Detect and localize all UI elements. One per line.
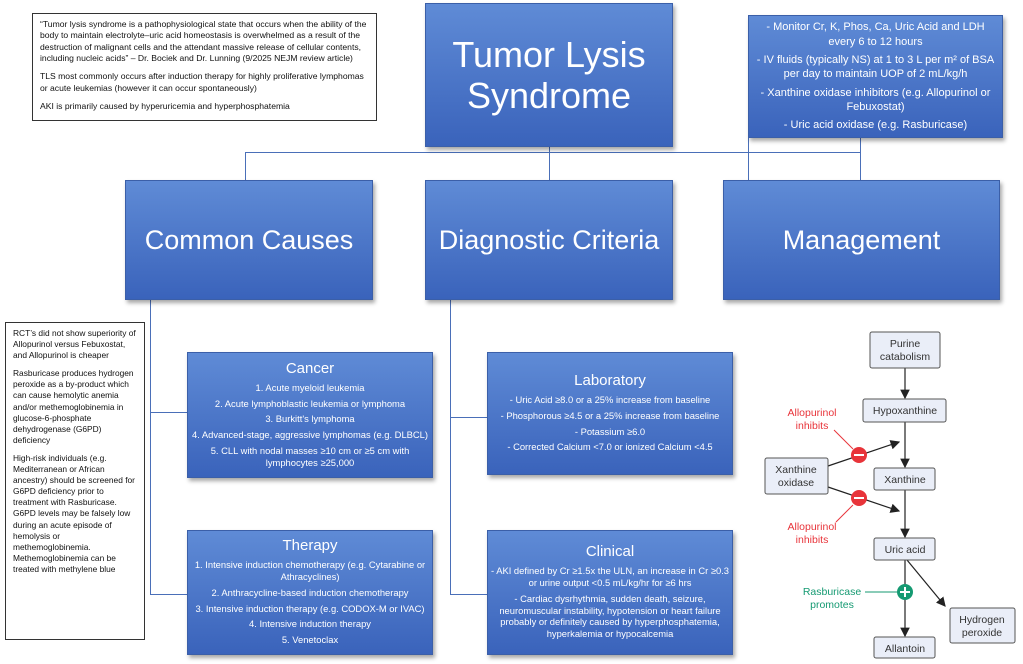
clinical-item: - AKI defined by Cr ≥1.5x the ULN, an increase in Cr ≥0.3 or urine output <0.5 mL/kg/hr for ≥6 hrs: [491, 565, 730, 588]
cancer-item: 3. Burkitt's lymphoma: [265, 413, 355, 425]
management-item: - Uric acid oxidase (e.g. Rasburicase): [783, 119, 968, 132]
page-title: Tumor Lysis Syndrome: [452, 33, 646, 116]
management-item: - Monitor Cr, K, Phos, Ca, Uric Acid and LDH every 6 to 12 hours: [766, 21, 985, 48]
allopurinol-label: inhibits: [795, 420, 829, 432]
therapy-item: 4. Intensive induction therapy: [249, 618, 371, 630]
allantoin-label: Allantoin: [884, 643, 926, 655]
therapy-item: 5. Venetoclax: [281, 634, 339, 645]
branch-title: Management: [782, 224, 941, 255]
management-item: - Xanthine oxidase inhibitors (e.g. Allopurinol or Febuxostat): [760, 86, 991, 113]
rasburicase-label: promotes: [810, 599, 854, 611]
allopurinol-label: inhibits: [795, 534, 829, 546]
hypoxanthine-label: Hypoxanthine: [872, 405, 938, 417]
branch-title: Diagnostic Criteria: [438, 224, 660, 255]
management-item: - IV fluids (typically NS) at 1 to 3 L per m² of BSA per day to maintain UOP of 2 mL/kg/h: [756, 54, 995, 81]
xanthine-oxidase-label: oxidase: [777, 477, 815, 489]
aki-note: AKI is primarily caused by hyperuricemia and hyperphosphatemia: [40, 101, 290, 112]
cancer-item: 2. Acute lymphoblastic leukemia or lymphoma: [214, 397, 406, 409]
cancer-item: 4. Advanced-stage, aggressive lymphomas (e.g. DLBCL): [191, 429, 429, 440]
laboratory-title: Laboratory: [574, 372, 646, 389]
therapy-item: 1. Intensive induction chemotherapy (e.g. Cytarabine or Athracyclines): [194, 559, 426, 582]
laboratory-item: - Corrected Calcium <7.0 or ionized Calcium <4.5: [507, 441, 713, 453]
purine-label: Purine: [889, 338, 921, 350]
definition-quote: “Tumor lysis syndrome is a pathophysiological state that occurs when the ability of the body to maintain electrolyte–uric acid homeostasis is overwhelmed as a result of the destruction of malignant cells and the attendant massive release of cellular contents, including nucleic acids” – Dr. Bociek and Dr. Lunning (9/2025 NEJM review article): [40, 19, 367, 64]
uric-acid-label: Uric acid: [884, 544, 926, 556]
xanthine-label: Xanthine: [884, 474, 926, 486]
laboratory-item: - Phosphorous ≥4.5 or a 25% increase from baseline: [500, 409, 720, 421]
clinical-title: Clinical: [585, 543, 635, 561]
allopurinol-label: Allopurinol: [787, 407, 837, 419]
inhibit-leader: [834, 430, 853, 449]
therapy-item: 2. Anthracycline-based induction chemotherapy: [211, 586, 409, 598]
therapy-item: 3. Intensive induction therapy (e.g. CODOX-M or IVAC): [195, 602, 425, 614]
cancer-title: Cancer: [285, 359, 335, 377]
note-paragraph: Rasburicase produces hydrogen peroxide as a by-product which can cause hemolytic anemia and/or methemoglobinemia in glucose-6-phosphate dehydrogenase (G6PD) deficiency: [13, 368, 134, 445]
note-paragraph: RCT’s did not show superiority of Allopurinol versus Febuxostat, and Allopurinol is cheaper: [13, 328, 136, 361]
plus-icon: [897, 584, 913, 600]
therapy-title: Therapy: [282, 537, 338, 555]
cancer-item: 5. CLL with nodal masses ≥10 cm or ≥5 cm with lymphocytes ≥25,000: [210, 444, 410, 468]
inhibit-leader: [836, 505, 853, 522]
cancer-item: 1. Acute myeloid leukemia: [255, 381, 365, 393]
minus-icon: [851, 490, 867, 506]
branch-title: Common Causes: [144, 224, 354, 255]
rasburicase-label: Rasburicase: [802, 586, 862, 598]
allopurinol-label: Allopurinol: [787, 521, 837, 533]
clinical-item: - Cardiac dysrhythmia, sudden death, seizure, neuromuscular instability, hypotension or heart failure probably or definitely caused by hyperphosphatemia, hyperkalemia or hypocalcemia: [499, 592, 721, 639]
hydrogen-peroxide-label: Hydrogen: [959, 614, 1005, 626]
laboratory-item: - Potassium ≥6.0: [574, 425, 646, 437]
note-paragraph: High-risk individuals (e.g. Mediterranean or African ancestry) should be screened for G6PD deficiency prior to treatment with Rasburicase. G6PD levels may be falsely low during an acute episode of hemolysis or methemoglobinemia. Methemoglobinemia can be treated with methylene blue: [13, 452, 135, 574]
hydrogen-peroxide-label: peroxide: [961, 627, 1003, 639]
occurrence-note: TLS most commonly occurs after induction therapy for highly proliferative lymphomas or acute leukemias (however it can occur spontaneously): [40, 71, 364, 93]
minus-icon: [851, 447, 867, 463]
xanthine-oxidase-label: Xanthine: [775, 464, 817, 476]
arrow: [907, 560, 945, 606]
laboratory-item: - Uric Acid ≥8.0 or a 25% increase from baseline: [509, 394, 711, 405]
purine-label: catabolism: [879, 351, 931, 363]
